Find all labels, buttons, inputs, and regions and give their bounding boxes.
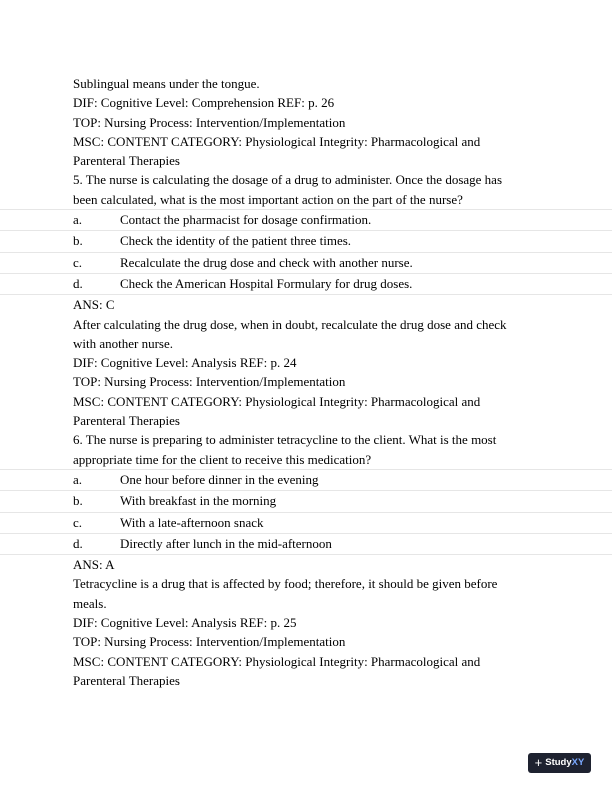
- q5-answer: ANS: C: [73, 297, 115, 313]
- q5-option-a: [0, 209, 612, 231]
- q5-dif: DIF: Cognitive Level: Analysis REF: p. 24: [73, 355, 297, 371]
- q6-rationale: Tetracycline is a drug that is affected by food; therefore, it should be given before: [73, 576, 498, 592]
- badge-brand-accent: XY: [571, 757, 585, 768]
- intro-msc-cont: Parenteral Therapies: [73, 153, 180, 169]
- option-letter: d.: [73, 535, 83, 551]
- option-letter: a.: [73, 212, 83, 228]
- q5-rationale-cont: with another nurse.: [73, 335, 174, 351]
- plus-icon: +: [534, 755, 543, 770]
- q6-stem: 6. The nurse is preparing to administer tetracycline to the client. What is the most: [73, 432, 497, 448]
- q5-option-d: [0, 274, 612, 295]
- q6-option-c: [0, 513, 612, 534]
- q6-option-a: [0, 469, 612, 491]
- q5-stem-cont: been calculated, what is the most important action on the part of the nurse?: [73, 191, 463, 207]
- option-letter: b.: [73, 233, 83, 249]
- option-text: With a late-afternoon snack: [120, 514, 264, 530]
- q6-msc-cont: Parenteral Therapies: [73, 672, 180, 688]
- q5-option-b: [0, 231, 612, 252]
- q6-option-d: [0, 534, 612, 555]
- q5-option-c: [0, 253, 612, 274]
- q5-msc-cont: Parenteral Therapies: [73, 413, 180, 429]
- intro-rationale: Sublingual means under the tongue.: [73, 76, 260, 91]
- intro-msc: MSC: CONTENT CATEGORY: Physiological Integrity: Pharmacological and: [73, 133, 481, 149]
- option-letter: d.: [73, 275, 83, 291]
- q6-stem-cont: appropriate time for the client to receive this medication?: [73, 451, 372, 467]
- q6-top: TOP: Nursing Process: Intervention/Implementation: [73, 634, 346, 650]
- q6-rationale-cont: meals.: [73, 595, 107, 611]
- q5-rationale: After calculating the drug dose, when in doubt, recalculate the drug dose and check: [73, 316, 507, 332]
- intro-top: TOP: Nursing Process: Intervention/Implementation: [73, 114, 346, 130]
- document-body: [73, 74, 612, 690]
- q6-dif: DIF: Cognitive Level: Analysis REF: p. 25: [73, 615, 297, 631]
- q5-top: TOP: Nursing Process: Intervention/Implementation: [73, 374, 346, 390]
- badge-brand: [545, 753, 584, 773]
- studyxy-badge[interactable]: [528, 753, 591, 773]
- option-letter: a.: [73, 471, 83, 487]
- option-text: With breakfast in the morning: [120, 493, 277, 509]
- q6-msc: MSC: CONTENT CATEGORY: Physiological Integrity: Pharmacological and: [73, 653, 481, 669]
- option-text: Check the identity of the patient three times.: [120, 233, 352, 249]
- q5-msc: MSC: CONTENT CATEGORY: Physiological Integrity: Pharmacological and: [73, 393, 481, 409]
- option-letter: b.: [73, 493, 83, 509]
- option-text: Recalculate the drug dose and check with another nurse.: [120, 254, 413, 270]
- q5-stem: 5. The nurse is calculating the dosage of a drug to administer. Once the dosage has: [73, 172, 502, 188]
- q6-option-b: [0, 491, 612, 512]
- q6-answer: ANS: A: [73, 557, 115, 573]
- option-letter: c.: [73, 254, 83, 270]
- option-text: One hour before dinner in the evening: [120, 471, 319, 487]
- option-text: Contact the pharmacist for dosage confirmation.: [120, 212, 372, 228]
- option-letter: c.: [73, 514, 83, 530]
- option-text: Directly after lunch in the mid-afternoon: [120, 535, 332, 551]
- option-text: Check the American Hospital Formulary for drug doses.: [120, 275, 413, 291]
- badge-brand-main: Study: [545, 757, 572, 768]
- intro-dif: DIF: Cognitive Level: Comprehension REF: p. 26: [73, 95, 335, 111]
